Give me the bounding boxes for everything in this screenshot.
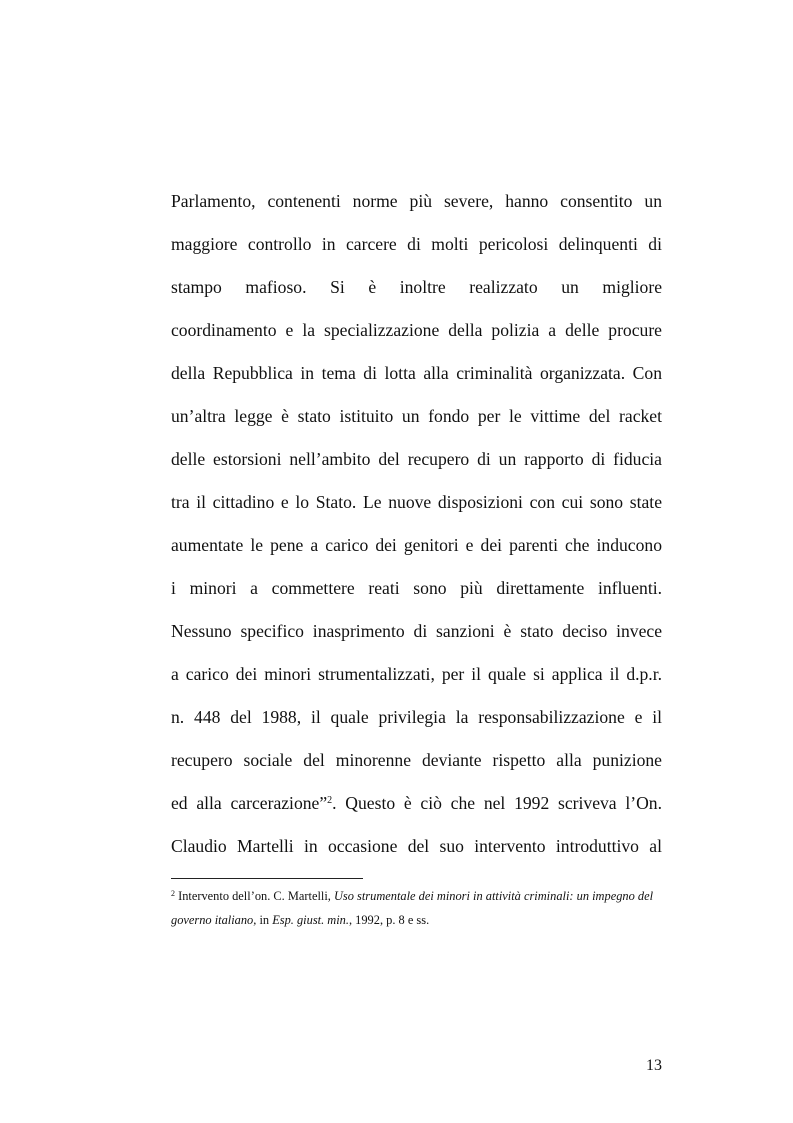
text-line-6: un’altra legge è stato istituito un fondo per le vittime del racket xyxy=(171,406,662,426)
text-line-5: della Repubblica in tema di lotta alla criminalità organizzata. Con xyxy=(171,363,662,383)
page-number: 13 xyxy=(646,1057,662,1074)
footnote-text-2: in xyxy=(256,913,273,927)
text-line-3: stampo mafioso. Si è inoltre realizzato un migliore xyxy=(171,277,662,297)
text-line-1: Parlamento, contenenti norme più severe, hanno consentito un xyxy=(171,191,662,211)
text-line-14: recupero sociale del minorenne deviante rispetto alla punizione xyxy=(171,750,662,770)
text-line-11: Nessuno specifico inasprimento di sanzioni è stato deciso invece xyxy=(171,621,662,641)
text-line-16: Claudio Martelli in occasione del suo intervento introduttivo al xyxy=(171,836,662,856)
text-line-15 xyxy=(171,787,662,830)
footnote-title: Uso strumentale dei minori in attività criminali: un impegno del governo italiano, xyxy=(171,889,654,927)
footnote-reference: 2 xyxy=(327,795,333,806)
text-line-8: tra il cittadino e lo Stato. Le nuove disposizioni con cui sono state xyxy=(171,492,662,512)
footnote-separator xyxy=(171,878,363,879)
text-line-4: coordinamento e la specializzazione della polizia a delle procure xyxy=(171,320,662,340)
footnote-marker: 2 xyxy=(171,889,175,898)
text-line-13: n. 448 del 1988, il quale privilegia la responsabilizzazione e il xyxy=(171,707,662,727)
body-text xyxy=(171,185,662,873)
text-line-2: maggiore controllo in carcere di molti pericolosi delinquenti di xyxy=(171,234,662,254)
text-line-12: a carico dei minori strumentalizzati, per il quale si applica il d.p.r. xyxy=(171,664,662,684)
footnote-journal: Esp. giust. min. xyxy=(272,913,349,927)
text-line-15-end: . Questo è ciò che nel 1992 scriveva l’On. xyxy=(332,793,662,813)
footnote-text-3: , 1992, p. 8 e ss. xyxy=(348,913,430,927)
text-line-7: delle estorsioni nell’ambito del recupero di un rapporto di fiducia xyxy=(171,449,662,469)
footnote-text-1: Intervento dell’on. C. Martelli, xyxy=(175,889,334,903)
text-line-9: aumentate le pene a carico dei genitori e dei parenti che inducono xyxy=(171,535,662,555)
text-line-15-start: ed alla carcerazione” xyxy=(171,793,328,813)
text-line-10: i minori a commettere reati sono più direttamente influenti. xyxy=(171,578,662,598)
footnote xyxy=(171,884,662,932)
